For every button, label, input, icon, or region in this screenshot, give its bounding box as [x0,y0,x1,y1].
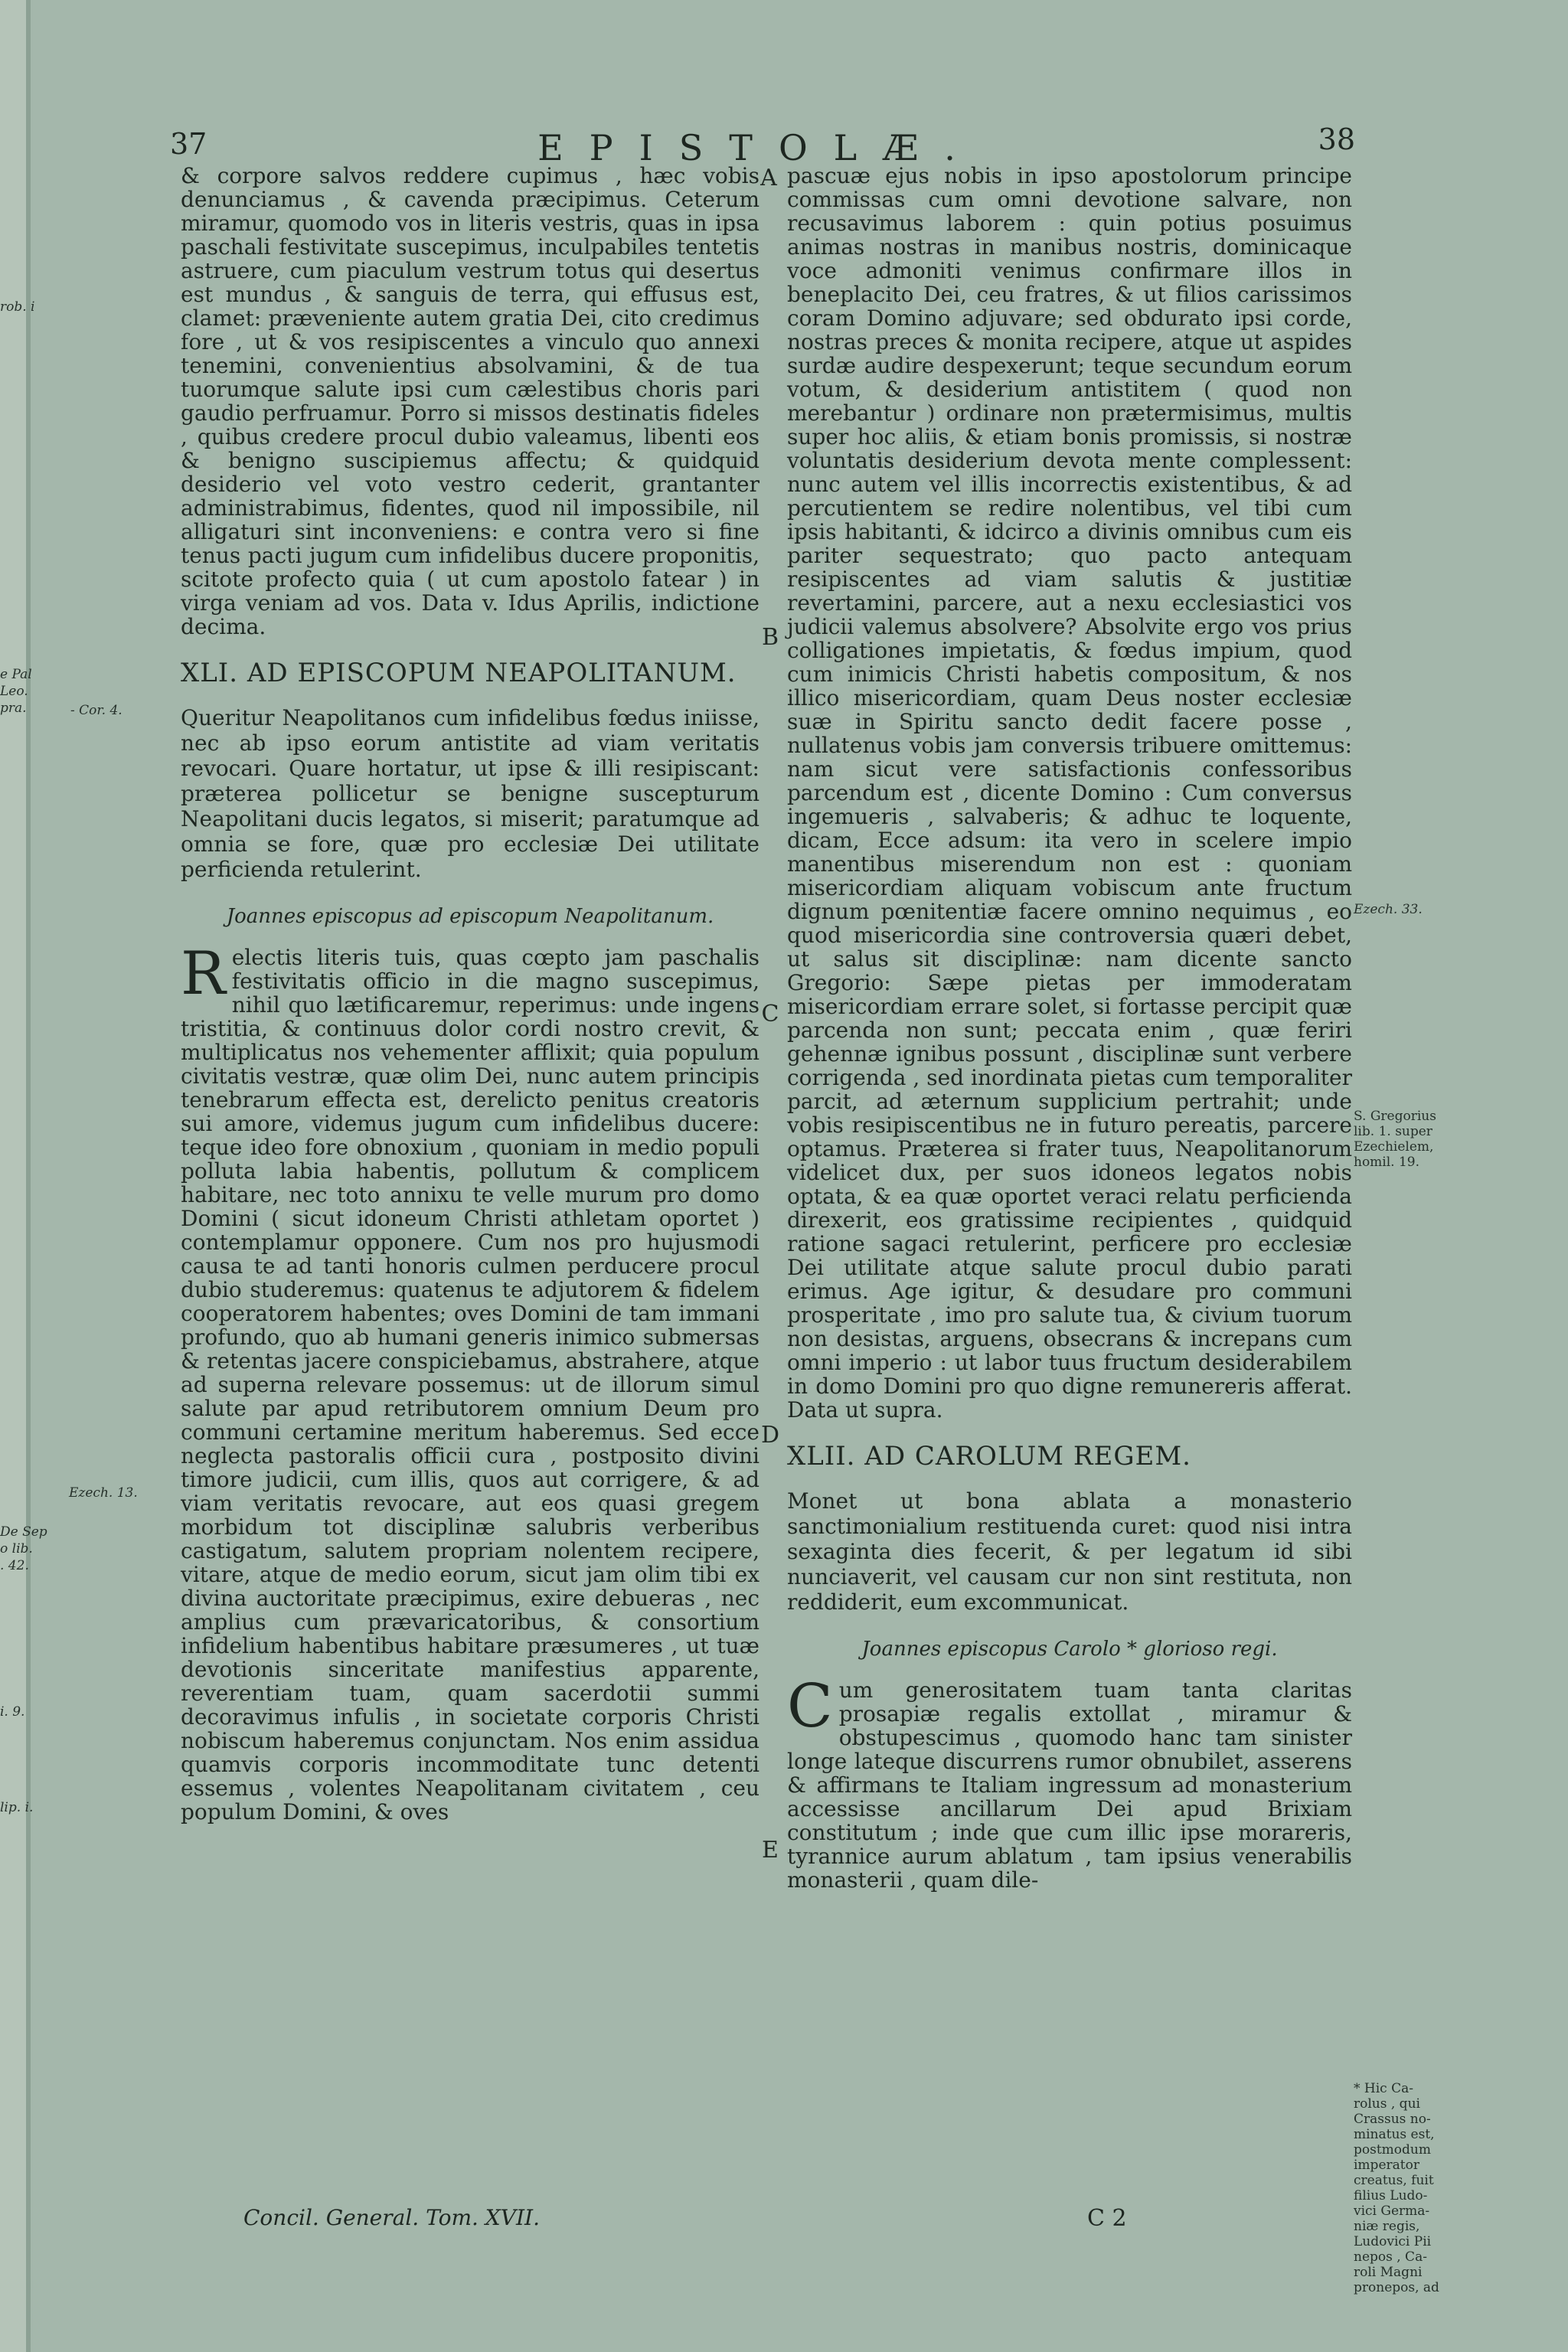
section-mark-a: A [760,165,777,191]
right-margin-note: * Hic Ca- rolus , qui Crassus no- minatus est, postmodum imperator creatus, fuit filius Ludo- vici Germa- niæ regis, Ludovici Pii nepos , Ca- roli Magni pronepos, ad [1354,2081,1439,2295]
gutter-note: De Sep o lib. . 42. [0,1524,47,1573]
section-mark-d: D [761,1422,780,1449]
facing-page-gutter [0,0,47,2352]
gutter-note: e Pal Leo. pra. [0,667,32,716]
volume-signature: Concil. General. Tom. XVII. [243,2205,540,2230]
gutter-note: i. 9. [0,1704,25,1720]
running-title: EPISTOLÆ. [537,127,982,168]
section-mark-e: E [762,1837,779,1864]
letter-41-addressee: Joannes episcopus ad episcopum Neapolitanum. [226,905,714,928]
left-margin-note: - Cor. 4. [70,703,122,718]
sheet-signature: C 2 [1087,2205,1127,2232]
section-mark-c: C [761,1001,779,1027]
page-number-left: 37 [170,127,207,161]
gutter-note: lip. i. [0,1800,34,1815]
section-mark-b: B [761,624,779,651]
letter-41-heading: XLI. AD EPISCOPUM NEAPOLITANUM. [181,658,737,688]
letter-42-body: Cum generositatem tuam tanta claritas prosapiæ regalis extollat , miramur & obstupescimus , quomodo hanc tam sinister longe lateque discurrens rumor obnubilet, asserens & affirmans te Italiam ingressum ad monasterium accessisse ancillarum Dei apud Brixiam constitutum ; inde que cum illic ipse morareris, tyrannice aurum ablatum , tam ipsius venerabilis monasterii , quam dile- [787,1672,1352,1893]
right-column [787,164,1352,1892]
right-margin-note: S. Gregorius lib. 1. super Ezechielem, homil. 19. [1354,1109,1436,1170]
letter-42-heading: XLII. AD CAROLUM REGEM. [787,1441,1191,1472]
letter-42-summary: Monet ut bona ablata a monasterio sanctimonialium restituenda curet: quod nisi intra sexaginta dies fecerit, & per legatum id sibi nunciaverit, vel causam cur non sint restituta, non reddiderit, eum excommunicat. [787,1488,1352,1615]
left-margin-note: Ezech. 13. [69,1485,138,1501]
letter-40-ending: & corpore salvos reddere cupimus , hæc vobis denunciamus , & cavenda præcipimus. Ceterum miramur, quomodo vos in literis vestris, quas in ipsa paschali festivitate suscepimus, inculpabiles tentetis astruere, cum piaculum vestrum totus qui desertus est mundus , & sanguis de terra, qui effusus est, clamet: præveniente autem gratia Dei, cito credimus fore , ut & vos resipiscentes a vinculo quo annexi tenemini, convenientius absolvamini, & de tua tuorumque salute ipsi cum cælestibus choris pari gaudio perfruamur. Porro si missos destinatis fideles , quibus credere procul dubio valeamus, libenti eos & benigno suscipiemus affectu; & quidquid desiderio vel voto vestro cederit, grantanter administrabimus, fidentes, quod nil impossibile, nil alligaturi sint inconveniens: e contra vero si fine tenus pacti jugum cum infidelibus ducere proponitis, scitote profecto quia ( ut cum apostolo fatear ) in virga veniam ad vos. Data v. Idus Aprilis, indictione decima. [181,163,760,639]
page-number-right: 38 [1318,122,1355,156]
letter-41-body: Relectis literis tuis, quas cœpto jam paschalis festivitatis officio in die magno suscepimus, nihil quo lætificaremur, reperimus: unde ingens tristitia, & continuus dolor cordi nostro crevit, & multiplicatus nos vehementer afflixit; quia populum civitatis vestræ, quæ olim Dei, nunc autem principis tenebrarum effecta est, derelicto penitus creatoris sui amore, videmus jugum cum infidelibus ducere: teque ideo fore obnoxium , quoniam in medio populi polluta labia habentis, pollutum & complicem habitare, nec toto annixu te velle murum pro domo Domini ( sicut idoneum Christi athletam oportet ) contemplamur opponere. Cum nos pro hujusmodi causa te ad tanti honoris culmen perducere procul dubio studeremus: quatenus te adjutorem & fidelem cooperatorem habentes; oves Domini de tam immani profundo, quo ab humani generis inimico submersas & retentas jacere conspiciebamus, abstrahere, atque ad superna relevare possemus: ut de illorum simul salute par apud retributorem omnium Deum pro communi certamine meritum haberemus. Sed ecce neglecta pastoralis officii cura , postposito divini timore judicii, cum illis, quos aut corrigere, & ad viam veritatis revocare, aut eos quasi gregem morbidum tot disciplinæ salubris verberibus castigatum, salutem propriam nolentem recipere, vitare, atque de medio eorum, sicut jam olim tibi ex divina auctoritate præcipimus, exire debueras , nec amplius cum prævaricatoribus, & consortium infidelium habentibus habitare præsumeres , ut tuæ devotionis sinceritate manifestius apparente, reverentiam tuam, quam sacerdotii summi decoravimus infulis , in societate corporis Christi nobiscum haberemus conjunctam. Nos enim assidua quamvis corporis incommoditate tunc detenti essemus , volentes Neapolitanam civitatem , ceu populum Domini, & oves [181,939,760,1824]
letter-41-summary: Queritur Neapolitanos cum infidelibus fœdus iniisse, nec ab ipso eorum antistite ad viam veritatis revocari. Quare hortatur, ut ipse & illi resipiscant: præterea pollicetur se benigne suscepturum Neapolitani ducis legatos, si miserit; paratumque ad omnia se fore, quæ pro ecclesiæ Dei utilitate perficienda retulerint. [181,705,760,882]
letter-41-continuation: pascuæ ejus nobis in ipso apostolorum principe commissas cum omni devotione salvare, non recusavimus laborem : quin potius posuimus animas nostras in manibus nostris, dominicaque voce admoniti venimus confirmare illos in beneplacito Dei, ceu fratres, & ut filios carissimos coram Domino adjuvare; sed obdurato ipsi corde, nostras preces & monita recipere, atque ut aspides surdæ audire despexerunt; teque secundum eorum votum, & desiderium antistitem ( quod non merebantur ) ordinare non prætermisimus, multis super hoc aliis, & etiam bonis promissis, si nostræ voluntatis desiderium devota mente complessent: nunc autem vel illis incorrectis existentibus, & ad percutientem se redire nolentibus, vel tibi cum ipsis habitanti, & idcirco a divinis omnibus cum eis pariter sequestrato; quo pacto antequam resipiscentes ad viam salutis & justitiæ revertamini, parcere, aut a nexu ecclesiastici vos judicii valemus absolvere? Absolvite ergo vos prius colligationes impietatis, & fœdus impium, quod cum inimicis Christi habetis compositum, & nos illico misericordiam, quam Deus noster ecclesiæ suæ in Spiritu sancto dedit facere posse , nullatenus vobis jam conversis tribuere omittemus: nam sicut vere satisfactionis confessoribus parcendum est , dicente Domino : Cum conversus ingemueris , salvaberis; & adhuc te loquente, dicam, Ecce adsum: ita vero in scelere impio manentibus miserendum non est : quoniam misericordiam aliquam vobiscum ante fructum dignum pœnitentiæ facere omnino nequimus , eo quod misericordia sine controversia quæri debet, ut salus sit disciplinæ: nam dicente sancto Gregorio: Sæpe pietas per immoderatam misericordiam errare solet, si fortasse percipit quæ parcenda non sunt; peccata enim , quæ feriri gehennæ ignibus possunt , disciplinæ sunt verbere corrigenda , sed inordinata pietas cum temporaliter parcit, ad æternum supplicium pertrahit; unde vobis resipiscentibus ne in futuro pereatis, parcere optamus. Præterea si frater tuus, Neapolitanorum videlicet dux, per suos idoneos legatos nobis optata, & ea quæ oportet veraci relatu perficienda direxerit, eos gratissime recipientes , quidquid ratione sagaci retulerint, perficere pro ecclesiæ Dei utilitate atque salute procul dubio parati erimus. Age igitur, & desudare pro communi prosperitate , imo pro salute tua, & civium tuorum non desistas, arguens, obsecrans & increpans cum omni imperio : ut labor tuus fructum desiderabilem in domo Domini pro quo digne remunereris afferat. Data ut supra. [787,163,1352,1423]
gutter-note: rob. i [0,299,35,315]
letter-42-addressee: Joannes episcopus Carolo * glorioso regi. [861,1638,1278,1661]
right-margin-note: Ezech. 33. [1354,902,1423,917]
left-column [181,164,760,1824]
